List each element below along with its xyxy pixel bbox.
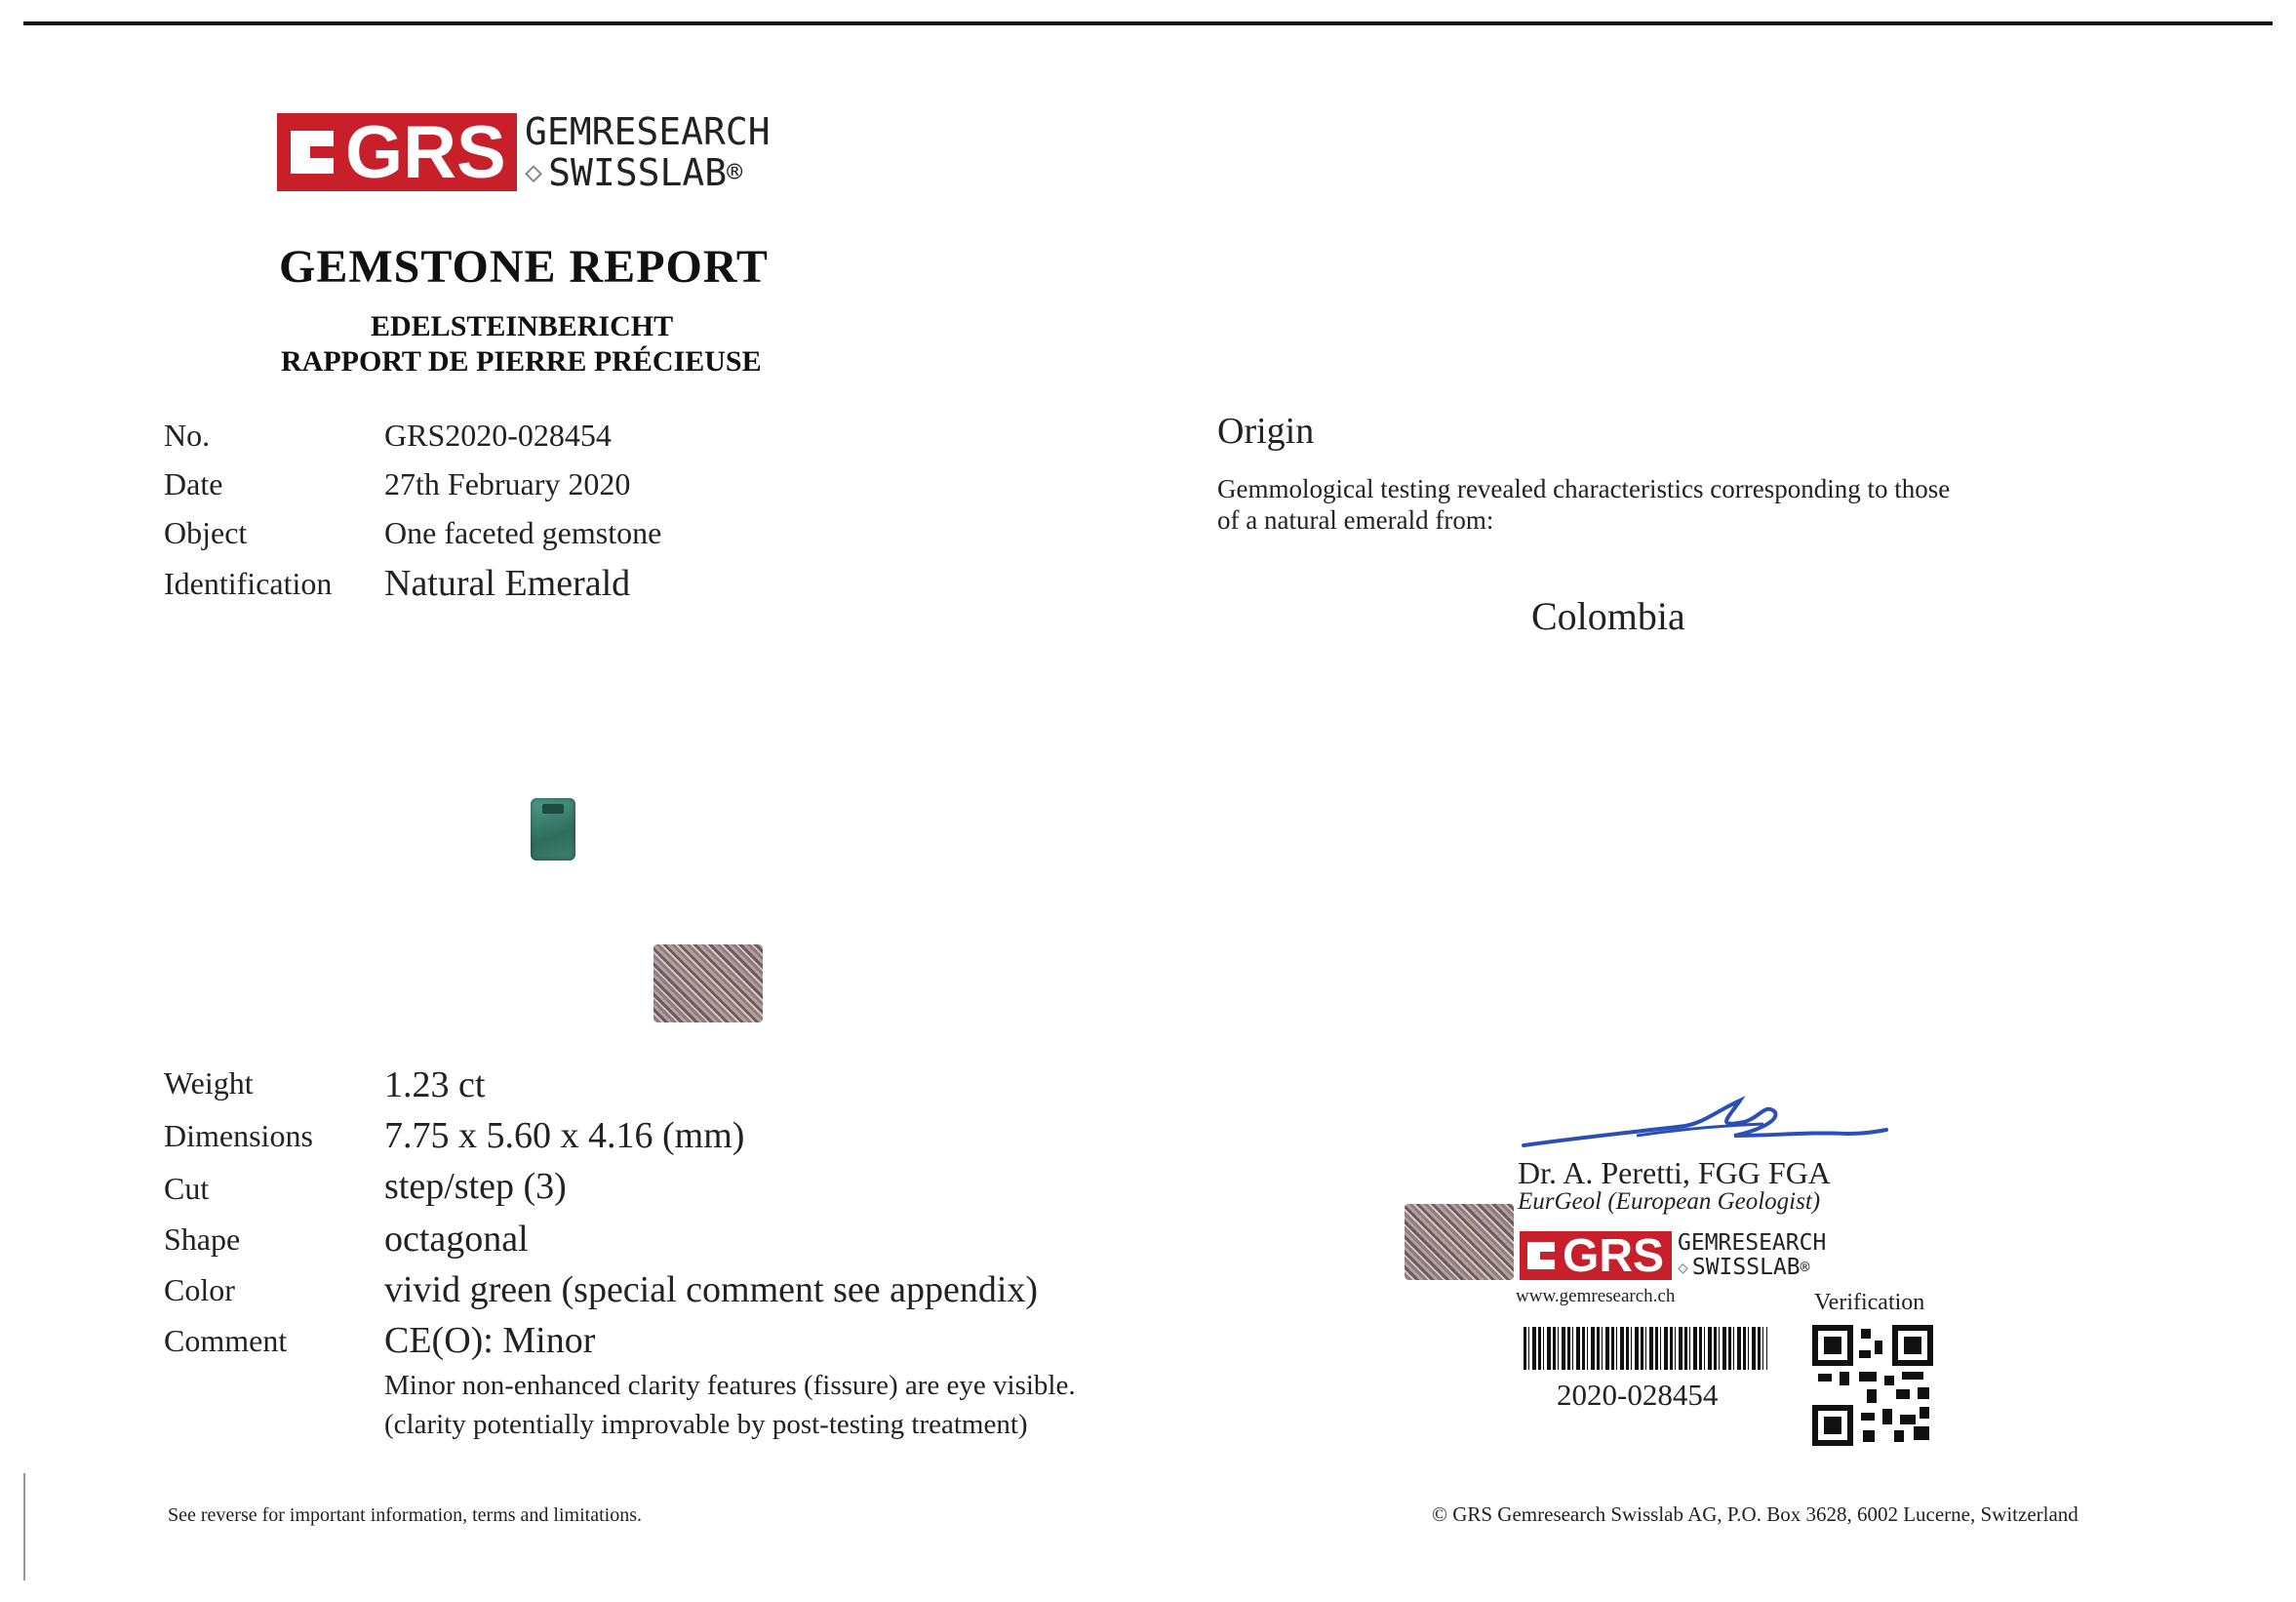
identification-label: Identification xyxy=(164,566,333,601)
grs-logo-words xyxy=(525,110,771,194)
diamond-icon: ◇ xyxy=(525,155,543,189)
report-title: GEMSTONE REPORT xyxy=(279,241,769,293)
grs-logo-text: GRS xyxy=(345,110,506,194)
no-label: No. xyxy=(164,418,211,453)
object-value: One faceted gemstone xyxy=(384,515,662,550)
origin-text-line1: Gemmological testing revealed characteristics corresponding to those xyxy=(1217,474,1951,503)
top-rule xyxy=(23,21,2273,25)
comment-value: CE(O): Minor xyxy=(384,1320,596,1361)
report-subtitle-fr: RAPPORT DE PIERRE PRÉCIEUSE xyxy=(281,345,762,378)
signature-scribble xyxy=(1520,1093,1890,1161)
shape-label: Shape xyxy=(164,1222,241,1257)
footer-copyright: © GRS Gemresearch Swisslab AG, P.O. Box 3628, 6002 Lucerne, Switzerland xyxy=(1432,1502,2078,1526)
diamond-small-icon: ◇ xyxy=(1678,1257,1688,1278)
date-label: Date xyxy=(164,466,223,501)
weight-value: 1.23 ct xyxy=(384,1064,486,1105)
date-value: 27th February 2020 xyxy=(384,466,631,501)
logo-small-line2: SWISSLAB xyxy=(1691,1255,1801,1280)
comment-label: Comment xyxy=(164,1323,288,1358)
color-label: Color xyxy=(164,1272,235,1307)
signatory-name: Dr. A. Peretti, FGG FGA xyxy=(1518,1155,1831,1190)
shape-value: octagonal xyxy=(384,1219,529,1260)
verification-label: Verification xyxy=(1814,1290,1925,1315)
origin-country: Colombia xyxy=(1531,594,1685,638)
color-value: vivid green (special comment see appendix) xyxy=(384,1269,1039,1310)
logo-line2: SWISSLAB xyxy=(548,151,728,194)
grs-logo-small-text: GRS xyxy=(1563,1229,1665,1282)
cut-label: Cut xyxy=(164,1171,210,1206)
footer-left-note: See reverse for important information, terms and limitations. xyxy=(168,1504,642,1526)
hologram-seal xyxy=(653,944,763,1022)
barcode-number: 2020-028454 xyxy=(1557,1378,1719,1412)
swiss-cross-icon xyxy=(291,131,334,174)
hologram-seal-small xyxy=(1405,1204,1514,1280)
weight-label: Weight xyxy=(164,1065,254,1101)
dimensions-value: 7.75 x 5.60 x 4.16 (mm) xyxy=(384,1115,745,1156)
logo-small-line1: GEMRESEARCH xyxy=(1678,1230,1827,1256)
comment-note-2: (clarity potentially improvable by post-testing treatment) xyxy=(384,1409,1028,1440)
registered-mark: ® xyxy=(727,156,743,187)
website-link[interactable]: www.gemresearch.ch xyxy=(1516,1286,1676,1306)
gemstone-photo xyxy=(531,798,575,861)
report-subtitle-de: EDELSTEINBERICHT xyxy=(371,310,674,342)
registered-mark-small: ® xyxy=(1800,1258,1810,1277)
cut-value: step/step (3) xyxy=(384,1166,567,1207)
dimensions-label: Dimensions xyxy=(164,1118,313,1153)
barcode xyxy=(1524,1327,1767,1370)
grs-logo-small-mark xyxy=(1520,1231,1672,1280)
swiss-cross-small-icon xyxy=(1527,1242,1555,1269)
origin-heading: Origin xyxy=(1217,411,1315,452)
grs-logo xyxy=(277,110,771,194)
origin-text-line2: of a natural emerald from: xyxy=(1217,505,1494,535)
comment-note-1: Minor non-enhanced clarity features (fissure) are eye visible. xyxy=(384,1370,1076,1401)
signatory-title: EurGeol (European Geologist) xyxy=(1518,1188,1821,1215)
logo-line1: GEMRESEARCH xyxy=(525,110,771,153)
object-label: Object xyxy=(164,515,248,550)
identification-value: Natural Emerald xyxy=(384,563,631,604)
grs-logo-small xyxy=(1520,1231,1826,1280)
verification-qr-code[interactable] xyxy=(1812,1325,1933,1446)
left-edge-rule xyxy=(23,1473,25,1581)
no-value: GRS2020-028454 xyxy=(384,418,612,453)
grs-logo-small-words xyxy=(1678,1232,1826,1279)
grs-logo-mark xyxy=(277,110,517,194)
